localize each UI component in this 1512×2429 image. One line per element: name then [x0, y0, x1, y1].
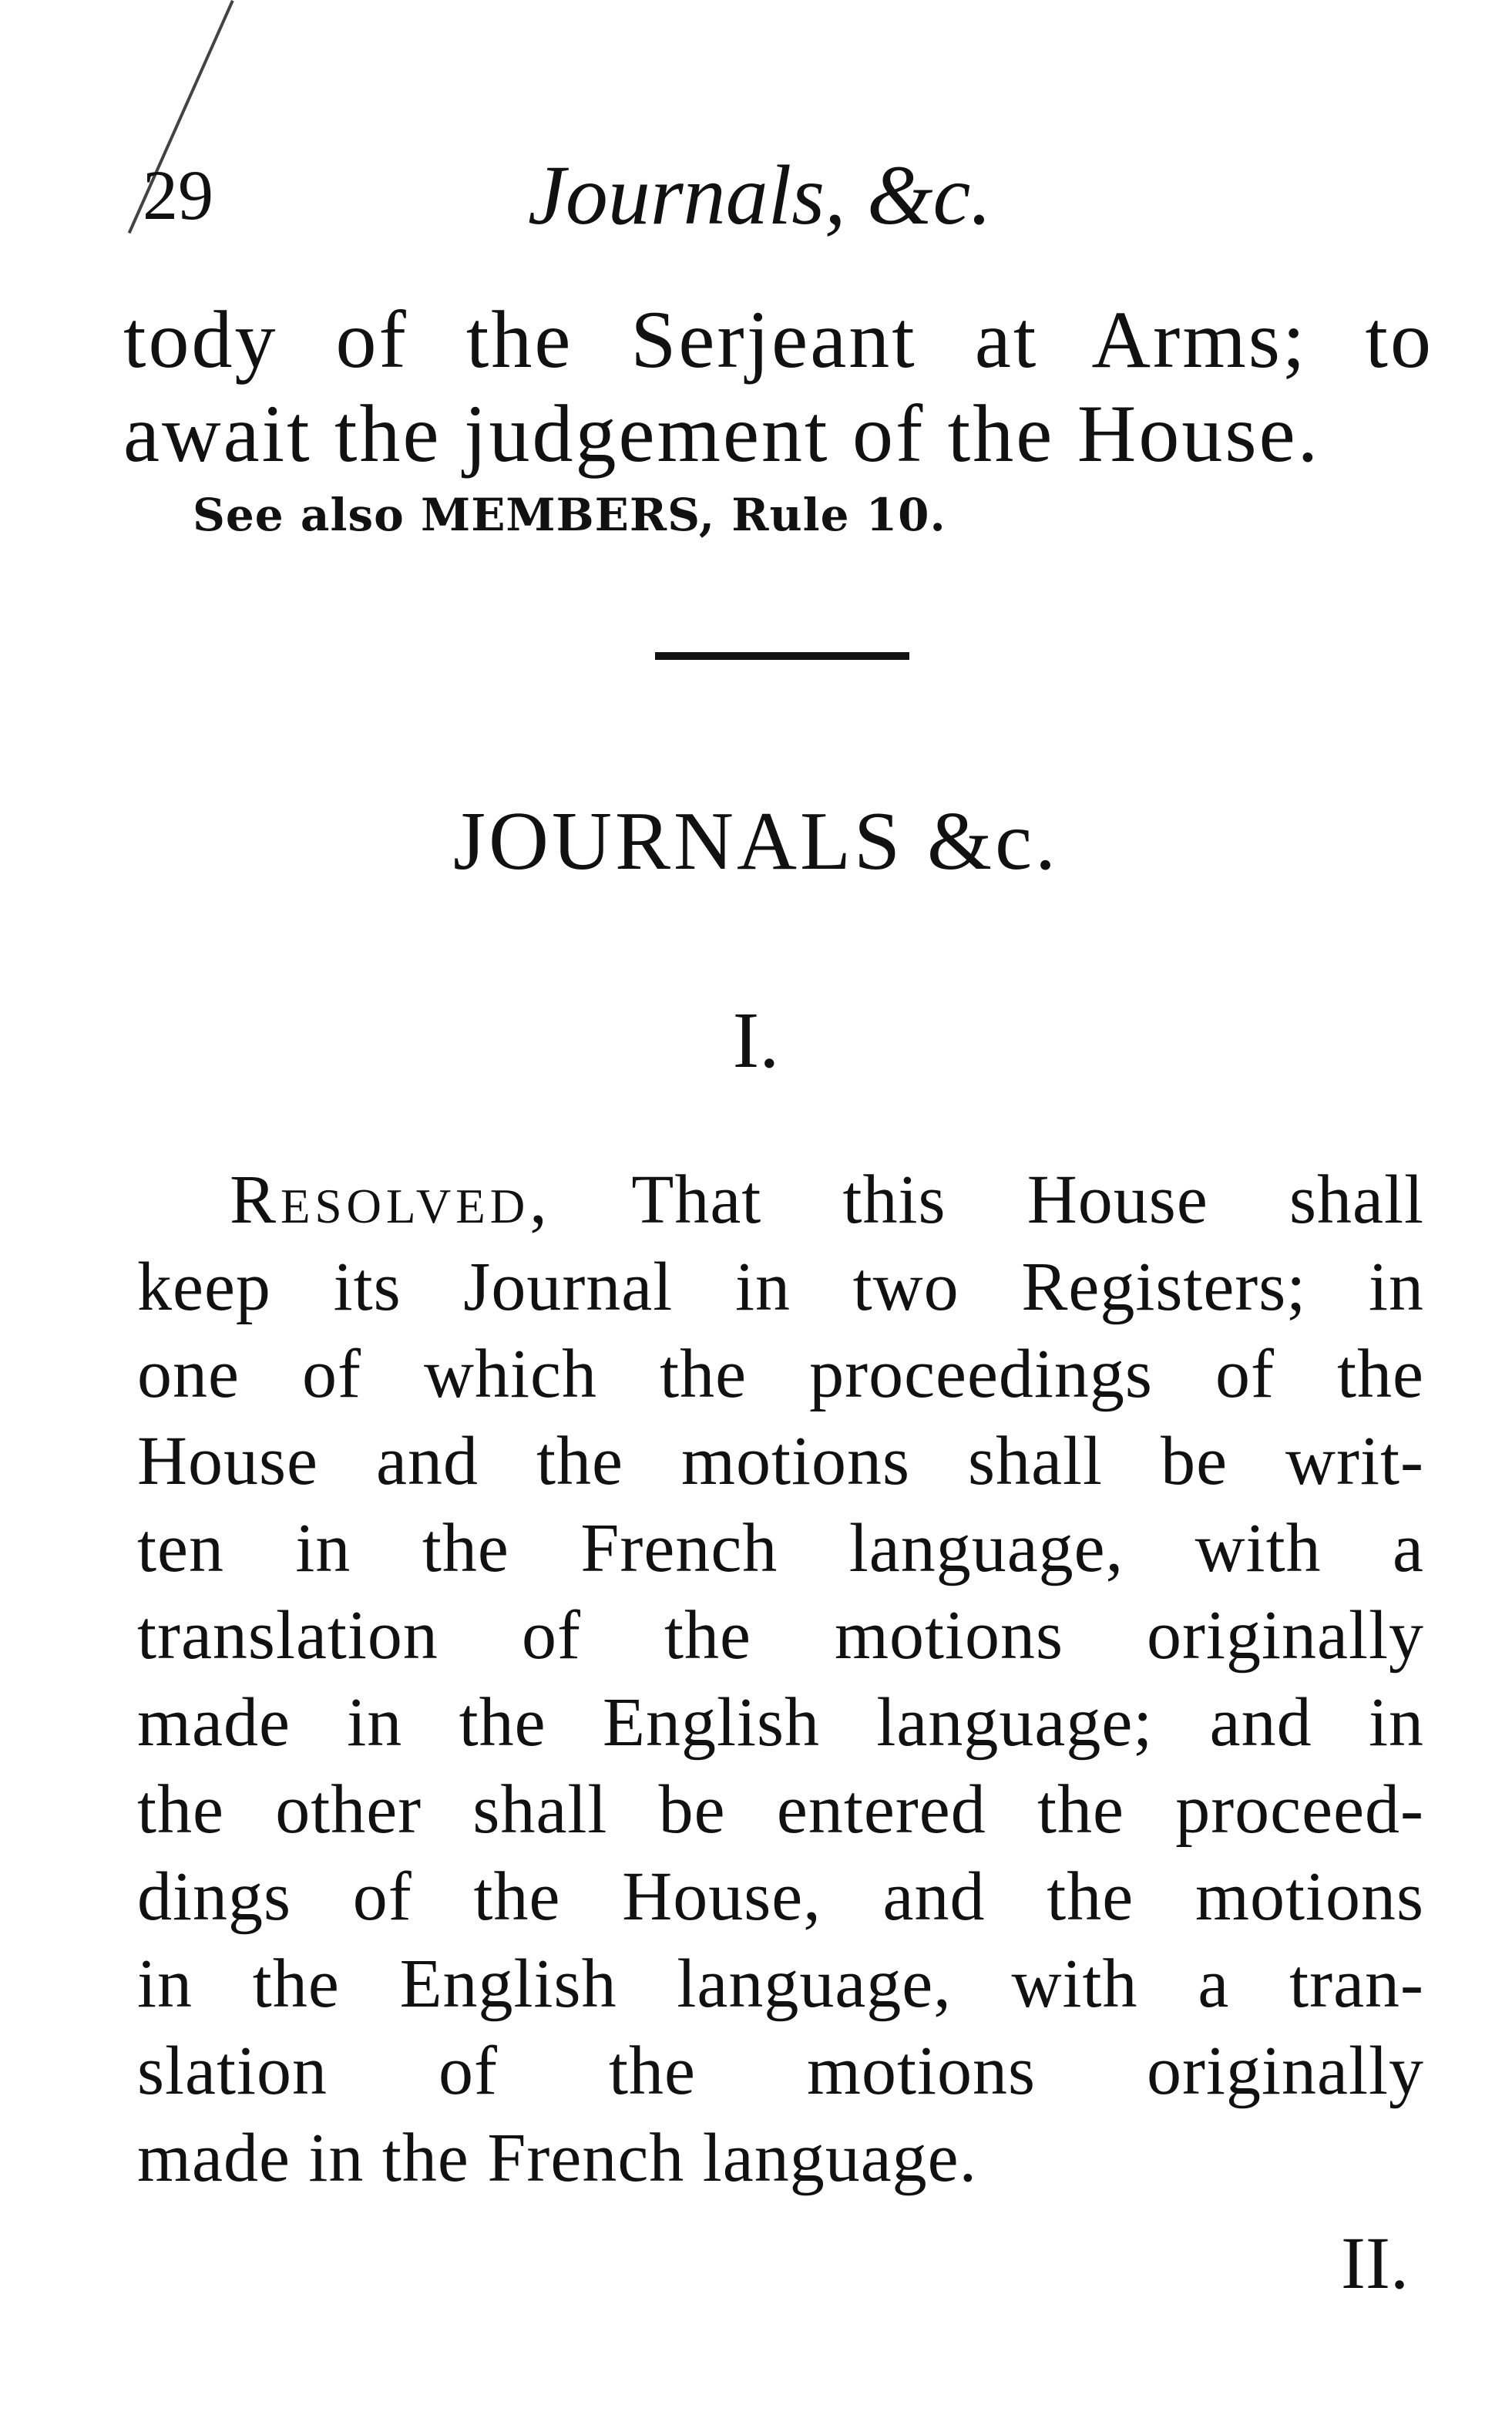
resolution-line: made in the French language.	[137, 2120, 978, 2196]
resolution-line: dings of the House, and the motions	[137, 1859, 1424, 1935]
continued-text	[123, 293, 1433, 541]
see-also-reference: See also MEMBERS, Rule 10.	[193, 489, 946, 541]
resolved-lead-word: Resolved,	[230, 1162, 552, 1238]
continued-line-2: await the judgement of the House.	[123, 389, 1321, 479]
resolution-line	[137, 1156, 1424, 1243]
resolution-line: keep its Journal in two Registers; in	[137, 1249, 1424, 1325]
resolution-line: translation of the motions originally	[137, 1597, 1424, 1674]
resolution-line: the other shall be entered the proceed-	[137, 1771, 1424, 1848]
resolution-line-text: That this House shall	[631, 1162, 1424, 1238]
running-head	[143, 146, 1422, 254]
resolution-line: made in the English language; and in	[137, 1684, 1424, 1761]
resolution-text	[137, 1156, 1424, 2202]
page-number: 29	[143, 156, 213, 234]
running-title: Journals, &c.	[528, 148, 992, 242]
continued-line-1: tody of the Serjeant at Arms; to	[123, 294, 1433, 385]
resolution-line: one of which the proceedings of the	[137, 1336, 1424, 1412]
resolution-line: in the English language, with a tran-	[137, 1946, 1424, 2022]
resolution-line: House and the motions shall be writ-	[137, 1423, 1424, 1499]
section-title: JOURNALS &c.	[452, 796, 1060, 887]
resolution-line: ten in the French language, with a	[137, 1510, 1424, 1586]
section-divider	[655, 652, 909, 660]
resolution-line: slation of the motions originally	[137, 2033, 1424, 2109]
catchword: II.	[1341, 2222, 1409, 2304]
rule-numeral: I.	[732, 996, 780, 1085]
